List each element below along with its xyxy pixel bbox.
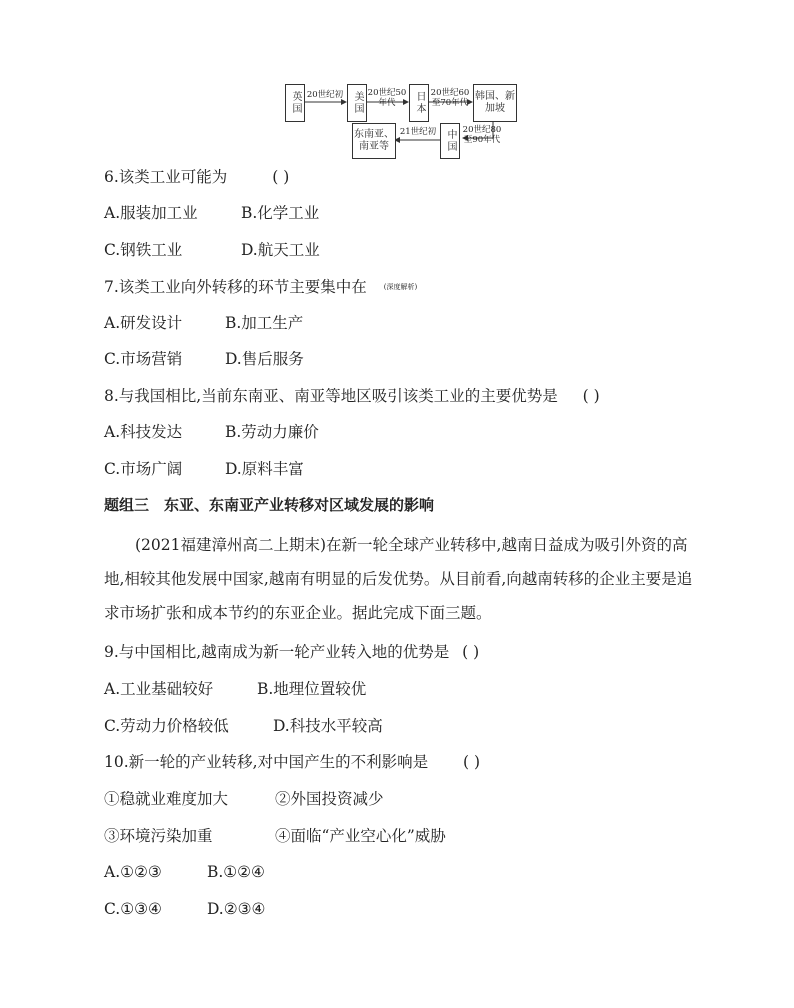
question-8-options-row2 [104, 459, 304, 479]
node-kr [473, 84, 517, 122]
option-b[interactable]: B.化学工业 [240, 204, 320, 222]
option-d[interactable]: D.原料丰富 [224, 460, 304, 478]
statement-3: ③环境污染加重 [104, 827, 213, 845]
node-cn-label: 中国 [445, 129, 456, 153]
statement-2: ②外国投资减少 [274, 790, 384, 808]
node-us [347, 84, 367, 122]
node-jp-label: 日本 [414, 91, 425, 115]
statement-1: ①稳就业难度加大 [104, 790, 229, 808]
question-10-options-row1 [104, 862, 265, 882]
option-b[interactable]: B.①②④ [206, 863, 265, 881]
question-9-text: 9.与中国相比,越南成为新一轮产业转入地的优势是 [104, 643, 450, 661]
question-7-options-row2 [104, 349, 304, 369]
edge-label-us-jp: 20世纪50年代 [367, 88, 407, 108]
node-sea-label: 东南亚、南亚等 [354, 129, 394, 152]
question-6-text: 6.该类工业可能为 [104, 168, 228, 186]
node-us-label: 美国 [352, 91, 363, 115]
question-10-stem [104, 752, 480, 772]
edge-label-jp-kr: 20世纪60至70年代 [430, 88, 470, 108]
question-10-items-row2 [104, 826, 446, 846]
question-6-stem [104, 167, 289, 187]
question-7-stem [104, 277, 417, 297]
option-a[interactable]: A.研发设计 [104, 314, 183, 332]
question-9-options-row2 [104, 716, 383, 736]
question-8-text: 8.与我国相比,当前东南亚、南亚等地区吸引该类工业的主要优势是 [104, 387, 558, 405]
edge-label-cn-sea: 21世纪初 [399, 127, 437, 137]
option-c[interactable]: C.①③④ [104, 900, 162, 918]
node-kr-label: 韩国、新加坡 [475, 91, 515, 114]
deep-analysis-badge: (深度解析) [383, 283, 418, 291]
edge-label-uk-us: 20世纪初 [306, 90, 344, 100]
option-d[interactable]: D.②③④ [206, 900, 266, 918]
question-8-options-row1 [104, 422, 319, 442]
option-c[interactable]: C.劳动力价格较低 [104, 717, 229, 735]
option-d[interactable]: D.科技水平较高 [272, 717, 383, 735]
node-cn [440, 123, 460, 159]
option-c[interactable]: C.市场营销 [104, 350, 183, 368]
answer-bracket: ( ) [272, 168, 290, 186]
question-9-options-row1 [104, 679, 366, 699]
statement-4: ④面临“产业空心化”威胁 [274, 827, 446, 845]
question-8-stem [104, 386, 600, 406]
answer-bracket: ( ) [582, 387, 600, 405]
answer-bracket: ( ) [463, 753, 481, 771]
context-paragraph: (2021福建漳州高二上期末)在新一轮全球产业转移中,越南日益成为吸引外资的高地,相较其他发展中国家,越南有明显的后发优势。从目前看,向越南转移的企业主要是追求市场扩张和成本节约的东亚企业。据此完成下面三题。 [104, 536, 693, 622]
option-c[interactable]: C.钢铁工业 [104, 241, 183, 259]
option-b[interactable]: B.加工生产 [224, 314, 304, 332]
option-c[interactable]: C.市场广阔 [104, 460, 183, 478]
option-d[interactable]: D.售后服务 [224, 350, 304, 368]
question-6-options-row2 [104, 240, 320, 260]
option-b[interactable]: B.地理位置较优 [256, 680, 367, 698]
question-10-text: 10.新一轮的产业转移,对中国产生的不利影响是 [104, 753, 429, 771]
node-uk [285, 84, 305, 122]
option-a[interactable]: A.①②③ [104, 863, 162, 881]
answer-bracket: ( ) [462, 643, 480, 661]
question-6-options-row1 [104, 203, 319, 223]
transfer-diagram [0, 0, 794, 170]
question-10-options-row2 [104, 899, 265, 919]
question-7-text: 7.该类工业向外转移的环节主要集中在 [104, 278, 367, 296]
option-a[interactable]: A.服装加工业 [104, 204, 198, 222]
option-d[interactable]: D.航天工业 [240, 241, 320, 259]
section-heading: 题组三 东亚、东南亚产业转移对区域发展的影响 [104, 496, 435, 514]
option-a[interactable]: A.工业基础较好 [104, 680, 214, 698]
option-a[interactable]: A.科技发达 [104, 423, 183, 441]
edge-label-kr-cn: 20世纪80至90年代 [462, 125, 502, 145]
node-jp [409, 84, 429, 122]
question-10-items-row1 [104, 789, 383, 809]
node-uk-label: 英国 [290, 91, 301, 115]
node-sea [352, 123, 396, 159]
question-7-options-row1 [104, 313, 303, 333]
option-b[interactable]: B.劳动力廉价 [224, 423, 319, 441]
question-9-stem [104, 642, 479, 662]
